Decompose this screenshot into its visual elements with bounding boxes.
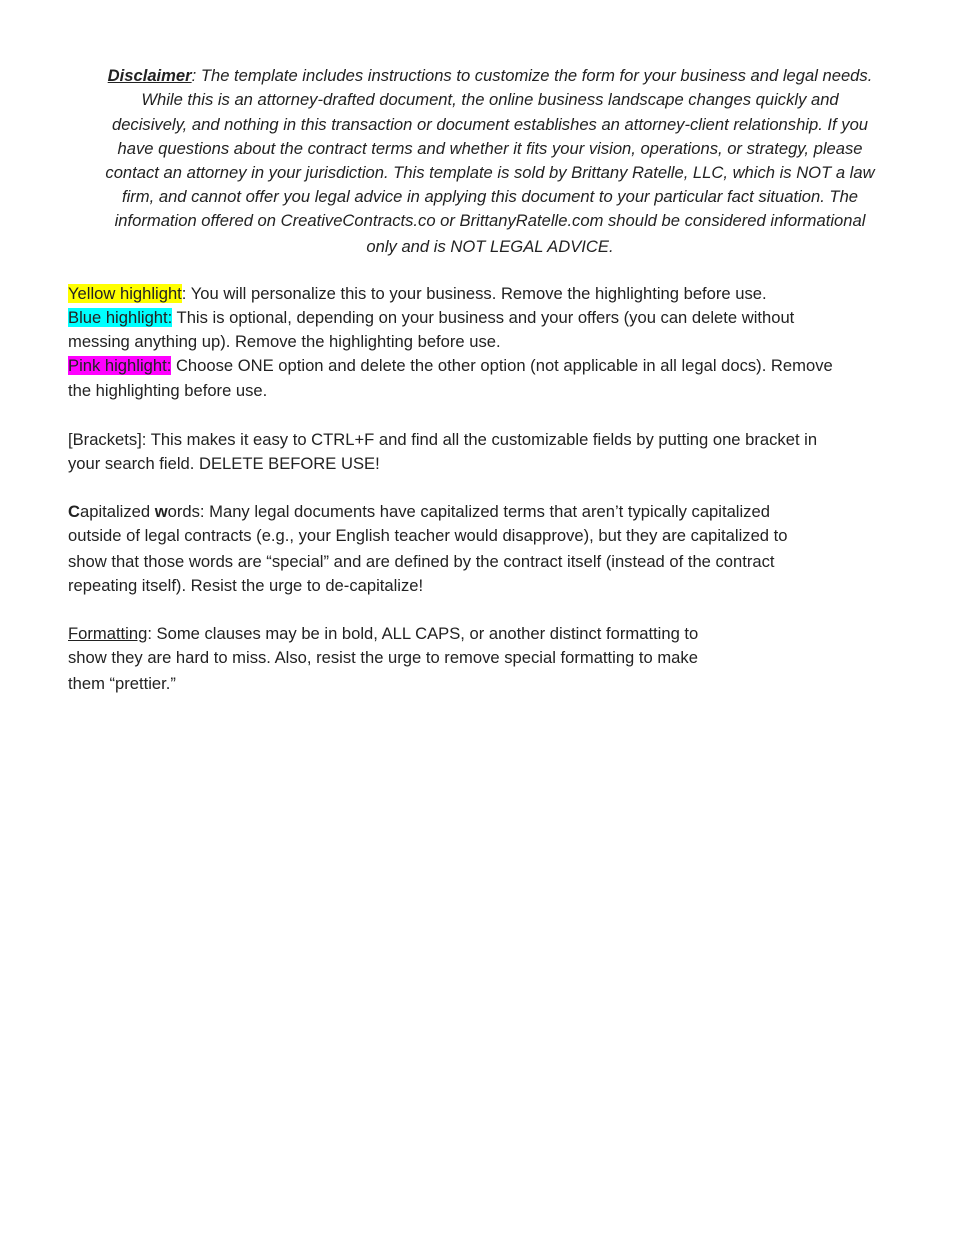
- disclaimer-line: firm, and cannot offer you legal advice in applying this document to your particular fact situation. The: [121, 187, 859, 206]
- pink-highlight-label: Pink highlight:: [68, 356, 172, 375]
- blue-highlight-line: Blue highlight: This is optional, depending on your business and your offers (you can delete without: [68, 308, 795, 327]
- disclaimer-line: have questions about the contract terms and whether it fits your vision, operations, or strategy, please: [117, 139, 863, 158]
- yellow-highlight-label: Yellow highlight: [68, 284, 182, 303]
- disclaimer-line: Disclaimer: The template includes instructions to customize the form for your business and legal needs.: [107, 66, 873, 85]
- formatting-line: show they are hard to miss. Also, resist the urge to remove special formatting to make: [68, 648, 698, 667]
- blue-highlight-label: Blue highlight:: [68, 308, 173, 327]
- brackets-line: your search field. DELETE BEFORE USE!: [68, 454, 380, 473]
- disclaimer-line: While this is an attorney-drafted document, the online business landscape changes quickly and: [141, 90, 839, 109]
- formatting-label: Formatting: [68, 624, 148, 643]
- blue-highlight-line-2: messing anything up). Remove the highlighting before use.: [68, 332, 501, 351]
- disclaimer-line: only and is NOT LEGAL ADVICE.: [366, 237, 614, 256]
- capitalized-line: outside of legal contracts (e.g., your English teacher would disapprove), but they are capitalized to: [68, 526, 788, 545]
- brackets-line: [Brackets]: This makes it easy to CTRL+F and find all the customizable fields by putting one bracket in: [68, 430, 818, 449]
- pink-highlight-line: Pink highlight: Choose ONE option and delete the other option (not applicable in all legal docs). Remove: [68, 356, 833, 375]
- pink-highlight-line-2: the highlighting before use.: [68, 381, 268, 400]
- disclaimer-label: Disclaimer: [107, 66, 192, 85]
- capitalized-line: repeating itself). Resist the urge to de-capitalize!: [68, 576, 424, 595]
- disclaimer-line: decisively, and nothing in this transaction or document establishes an attorney-client relationship. If you: [111, 115, 869, 134]
- disclaimer-line: information offered on CreativeContracts.co or BrittanyRatelle.com should be considered informational: [114, 211, 866, 230]
- disclaimer-line: contact an attorney in your jurisdiction. This template is sold by Brittany Ratelle, LLC, which is NOT a law: [105, 163, 875, 182]
- yellow-highlight-line: Yellow highlight: You will personalize this to your business. Remove the highlighting before use.: [68, 284, 767, 303]
- capitalized-line: show that those words are “special” and are defined by the contract itself (instead of the contract: [68, 552, 775, 571]
- capitalized-line: Capitalized words: Many legal documents have capitalized terms that aren’t typically capitalized: [68, 502, 770, 521]
- formatting-line: them “prettier.”: [68, 674, 176, 693]
- formatting-line: Formatting: Some clauses may be in bold, ALL CAPS, or another distinct formatting to: [68, 624, 699, 643]
